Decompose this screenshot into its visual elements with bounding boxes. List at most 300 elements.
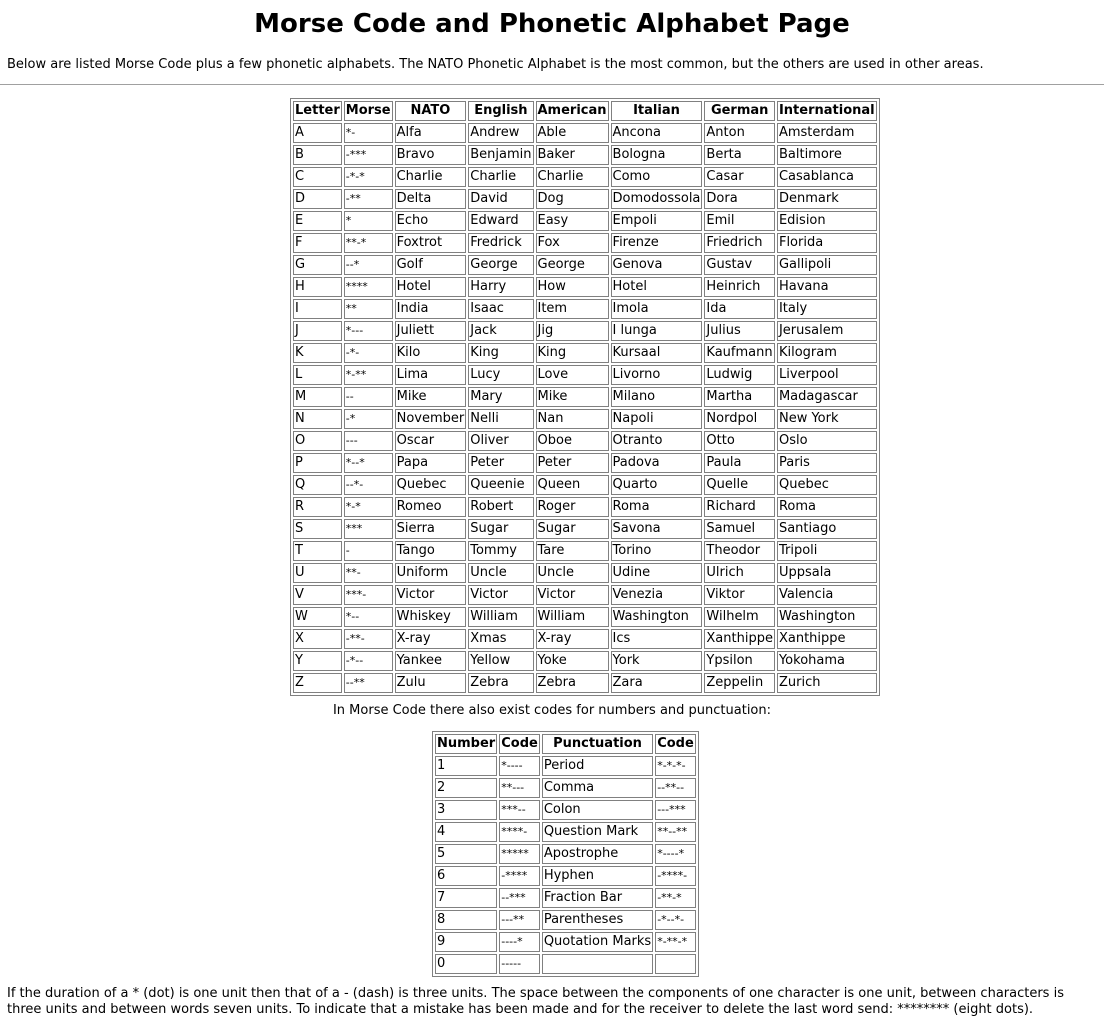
alphabet-cell: Sierra — [395, 519, 467, 539]
alphabet-cell: Livorno — [611, 365, 703, 385]
alphabet-cell: Z — [293, 673, 342, 693]
alphabet-cell: Echo — [395, 211, 467, 231]
numbers-header-cell: Code — [655, 734, 696, 754]
alphabet-cell: Imola — [611, 299, 703, 319]
alphabet-cell: Washington — [611, 607, 703, 627]
alphabet-cell: Isaac — [468, 299, 533, 319]
alphabet-cell: *--- — [344, 321, 393, 341]
numbers-cell: 3 — [435, 800, 497, 820]
numbers-cell: 5 — [435, 844, 497, 864]
table-row — [293, 365, 877, 385]
numbers-note: In Morse Code there also exist codes for numbers and punctuation: — [332, 703, 772, 718]
alphabet-cell: Anton — [704, 123, 775, 143]
alphabet-cell: Ida — [704, 299, 775, 319]
alphabet-cell: K — [293, 343, 342, 363]
alphabet-cell: Ics — [611, 629, 703, 649]
numbers-cell: Period — [542, 756, 653, 776]
alphabet-cell: *-** — [344, 365, 393, 385]
numbers-cell: **--** — [655, 822, 696, 842]
alphabet-cell: Zulu — [395, 673, 467, 693]
alphabet-cell: Como — [611, 167, 703, 187]
alphabet-cell: Roma — [611, 497, 703, 517]
alphabet-cell: Samuel — [704, 519, 775, 539]
alphabet-cell: -* — [344, 409, 393, 429]
numbers-cell: 0 — [435, 954, 497, 974]
alphabet-cell: Harry — [468, 277, 533, 297]
table-row — [293, 387, 877, 407]
alphabet-cell: Jerusalem — [777, 321, 877, 341]
alphabet-cell: N — [293, 409, 342, 429]
alphabet-cell: P — [293, 453, 342, 473]
numbers-cell: ---** — [499, 910, 540, 930]
alphabet-header-cell: Morse — [344, 101, 393, 121]
alphabet-cell: -*-* — [344, 167, 393, 187]
alphabet-cell: Zurich — [777, 673, 877, 693]
alphabet-cell: Andrew — [468, 123, 533, 143]
numbers-table-body — [435, 756, 696, 974]
alphabet-cell: -**- — [344, 629, 393, 649]
alphabet-cell: Tripoli — [777, 541, 877, 561]
table-row — [293, 673, 877, 693]
numbers-cell: 2 — [435, 778, 497, 798]
alphabet-cell: Lima — [395, 365, 467, 385]
numbers-cell: *-*-*- — [655, 756, 696, 776]
alphabet-cell: *-- — [344, 607, 393, 627]
alphabet-header-cell: Letter — [293, 101, 342, 121]
alphabet-cell: V — [293, 585, 342, 605]
alphabet-cell: Baker — [536, 145, 609, 165]
alphabet-cell: Hotel — [395, 277, 467, 297]
numbers-cell: ---*** — [655, 800, 696, 820]
alphabet-header-cell: American — [536, 101, 609, 121]
alphabet-cell: Victor — [468, 585, 533, 605]
alphabet-cell: X — [293, 629, 342, 649]
alphabet-cell: Oboe — [536, 431, 609, 451]
numbers-cell: --*** — [499, 888, 540, 908]
table-row — [293, 585, 877, 605]
alphabet-cell: -*-- — [344, 651, 393, 671]
alphabet-cell: Emil — [704, 211, 775, 231]
alphabet-cell: Bravo — [395, 145, 467, 165]
alphabet-cell: Item — [536, 299, 609, 319]
table-row — [435, 844, 696, 864]
numbers-cell: Comma — [542, 778, 653, 798]
alphabet-cell: Xanthippe — [704, 629, 775, 649]
numbers-cell: ****- — [499, 822, 540, 842]
alphabet-cell: -- — [344, 387, 393, 407]
alphabet-cell: Papa — [395, 453, 467, 473]
alphabet-cell: Ulrich — [704, 563, 775, 583]
numbers-cell: Question Mark — [542, 822, 653, 842]
table-row — [293, 321, 877, 341]
alphabet-cell: Florida — [777, 233, 877, 253]
alphabet-cell: Padova — [611, 453, 703, 473]
alphabet-cell: G — [293, 255, 342, 275]
table-row — [293, 497, 877, 517]
alphabet-cell: J — [293, 321, 342, 341]
table-row — [293, 211, 877, 231]
table-row — [293, 431, 877, 451]
alphabet-cell: **- — [344, 563, 393, 583]
alphabet-cell: B — [293, 145, 342, 165]
alphabet-cell: Peter — [468, 453, 533, 473]
numbers-header-row — [435, 734, 696, 754]
table-row — [435, 778, 696, 798]
alphabet-cell: Julius — [704, 321, 775, 341]
table-row — [293, 145, 877, 165]
numbers-header-cell: Code — [499, 734, 540, 754]
table-row — [293, 651, 877, 671]
numbers-cell — [542, 954, 653, 974]
alphabet-cell: Jack — [468, 321, 533, 341]
table-row — [435, 866, 696, 886]
alphabet-cell: David — [468, 189, 533, 209]
alphabet-cell: Kilo — [395, 343, 467, 363]
alphabet-cell: Sugar — [536, 519, 609, 539]
alphabet-cell: Tommy — [468, 541, 533, 561]
alphabet-cell: ** — [344, 299, 393, 319]
alphabet-header-cell: Italian — [611, 101, 703, 121]
alphabet-cell: Roma — [777, 497, 877, 517]
alphabet-cell: York — [611, 651, 703, 671]
alphabet-cell: Edision — [777, 211, 877, 231]
table-row — [293, 189, 877, 209]
alphabet-cell: A — [293, 123, 342, 143]
alphabet-cell: Venezia — [611, 585, 703, 605]
numbers-cell: Parentheses — [542, 910, 653, 930]
alphabet-cell: Nan — [536, 409, 609, 429]
alphabet-cell: Oscar — [395, 431, 467, 451]
alphabet-cell: Mike — [536, 387, 609, 407]
alphabet-cell: Q — [293, 475, 342, 495]
table-row — [293, 277, 877, 297]
alphabet-cell: *- — [344, 123, 393, 143]
alphabet-cell: Edward — [468, 211, 533, 231]
numbers-cell: *----* — [655, 844, 696, 864]
numbers-cell: 1 — [435, 756, 497, 776]
table-row — [293, 233, 877, 253]
alphabet-cell: William — [536, 607, 609, 627]
alphabet-cell: Milano — [611, 387, 703, 407]
alphabet-cell: Xanthippe — [777, 629, 877, 649]
table-row — [293, 475, 877, 495]
alphabet-header-cell: English — [468, 101, 533, 121]
table-row — [435, 954, 696, 974]
alphabet-cell: Casar — [704, 167, 775, 187]
numbers-cell: ----- — [499, 954, 540, 974]
numbers-cell: -*--*- — [655, 910, 696, 930]
alphabet-cell: Quarto — [611, 475, 703, 495]
alphabet-cell: Theodor — [704, 541, 775, 561]
alphabet-cell: Ludwig — [704, 365, 775, 385]
numbers-cell: -**** — [499, 866, 540, 886]
alphabet-cell: Quelle — [704, 475, 775, 495]
footer-text: If the duration of a * (dot) is one unit then that of a - (dash) is three units. The space between the components of one character is one unit, between characters is three units and between words seven units. To indicate that a mistake has been made and for the receiver to delete the last word send: ******** (eight dots). — [7, 986, 1064, 1017]
alphabet-cell: Charlie — [395, 167, 467, 187]
alphabet-cell: Napoli — [611, 409, 703, 429]
alphabet-cell: *-* — [344, 497, 393, 517]
alphabet-table-body — [293, 123, 877, 693]
alphabet-cell: Paris — [777, 453, 877, 473]
alphabet-cell: November — [395, 409, 467, 429]
table-row — [293, 453, 877, 473]
alphabet-cell: I lunga — [611, 321, 703, 341]
alphabet-cell: --** — [344, 673, 393, 693]
alphabet-cell: Udine — [611, 563, 703, 583]
alphabet-cell: Ypsilon — [704, 651, 775, 671]
alphabet-cell: H — [293, 277, 342, 297]
alphabet-header-row — [293, 101, 877, 121]
alphabet-cell: Nelli — [468, 409, 533, 429]
alphabet-cell: Savona — [611, 519, 703, 539]
alphabet-cell: Tango — [395, 541, 467, 561]
alphabet-cell: Golf — [395, 255, 467, 275]
alphabet-cell: Denmark — [777, 189, 877, 209]
alphabet-cell: ***- — [344, 585, 393, 605]
table-row — [293, 607, 877, 627]
alphabet-cell: Charlie — [536, 167, 609, 187]
alphabet-cell: -*** — [344, 145, 393, 165]
table-row — [293, 541, 877, 561]
alphabet-cell: Dora — [704, 189, 775, 209]
numbers-cell: --**-- — [655, 778, 696, 798]
alphabet-cell: Able — [536, 123, 609, 143]
alphabet-cell: Friedrich — [704, 233, 775, 253]
alphabet-cell: Lucy — [468, 365, 533, 385]
alphabet-cell: --* — [344, 255, 393, 275]
alphabet-cell: *--* — [344, 453, 393, 473]
intro-text: Below are listed Morse Code plus a few phonetic alphabets. The NATO Phonetic Alphabet is the most common, but the others are used in other areas. — [7, 57, 984, 72]
alphabet-cell: Quebec — [777, 475, 877, 495]
alphabet-cell: Uncle — [536, 563, 609, 583]
numbers-cell: Apostrophe — [542, 844, 653, 864]
table-row — [293, 563, 877, 583]
alphabet-cell: Fredrick — [468, 233, 533, 253]
table-row — [293, 123, 877, 143]
alphabet-cell: --*- — [344, 475, 393, 495]
numbers-cell: Colon — [542, 800, 653, 820]
alphabet-header-cell: NATO — [395, 101, 467, 121]
phonetic-alphabet-table — [290, 98, 880, 696]
table-row — [435, 910, 696, 930]
alphabet-cell: U — [293, 563, 342, 583]
alphabet-cell: Martha — [704, 387, 775, 407]
alphabet-cell: New York — [777, 409, 877, 429]
alphabet-cell: Genova — [611, 255, 703, 275]
alphabet-cell: William — [468, 607, 533, 627]
alphabet-cell: Uncle — [468, 563, 533, 583]
alphabet-cell: Firenze — [611, 233, 703, 253]
table-row — [293, 255, 877, 275]
alphabet-cell: Otto — [704, 431, 775, 451]
alphabet-cell: Roger — [536, 497, 609, 517]
numbers-cell: 9 — [435, 932, 497, 952]
alphabet-header-cell: International — [777, 101, 877, 121]
numbers-cell: ***** — [499, 844, 540, 864]
alphabet-cell: King — [468, 343, 533, 363]
alphabet-cell: Romeo — [395, 497, 467, 517]
alphabet-cell: Victor — [395, 585, 467, 605]
alphabet-cell: S — [293, 519, 342, 539]
alphabet-cell: Tare — [536, 541, 609, 561]
alphabet-cell: Mary — [468, 387, 533, 407]
alphabet-cell: Berta — [704, 145, 775, 165]
alphabet-cell: How — [536, 277, 609, 297]
alphabet-cell: Gustav — [704, 255, 775, 275]
alphabet-cell: --- — [344, 431, 393, 451]
alphabet-cell: Fox — [536, 233, 609, 253]
table-row — [435, 888, 696, 908]
table-row — [293, 629, 877, 649]
alphabet-cell: Torino — [611, 541, 703, 561]
alphabet-cell: Xmas — [468, 629, 533, 649]
alphabet-cell: C — [293, 167, 342, 187]
alphabet-cell: Oliver — [468, 431, 533, 451]
table-row — [435, 800, 696, 820]
alphabet-cell: Zara — [611, 673, 703, 693]
numbers-cell: ***-- — [499, 800, 540, 820]
alphabet-cell: O — [293, 431, 342, 451]
alphabet-cell: Victor — [536, 585, 609, 605]
table-row — [435, 756, 696, 776]
page-title: Morse Code and Phonetic Alphabet Page — [254, 9, 850, 39]
alphabet-cell: Baltimore — [777, 145, 877, 165]
alphabet-cell: Bologna — [611, 145, 703, 165]
alphabet-cell: Italy — [777, 299, 877, 319]
alphabet-cell: Liverpool — [777, 365, 877, 385]
alphabet-cell: R — [293, 497, 342, 517]
alphabet-cell: Yankee — [395, 651, 467, 671]
alphabet-cell: Uppsala — [777, 563, 877, 583]
alphabet-cell: Otranto — [611, 431, 703, 451]
alphabet-cell: Domodossola — [611, 189, 703, 209]
alphabet-cell: Uniform — [395, 563, 467, 583]
alphabet-cell: L — [293, 365, 342, 385]
numbers-cell: Hyphen — [542, 866, 653, 886]
alphabet-cell: George — [536, 255, 609, 275]
numbers-cell — [655, 954, 696, 974]
divider — [0, 84, 1104, 85]
alphabet-cell: Santiago — [777, 519, 877, 539]
alphabet-cell: Havana — [777, 277, 877, 297]
numbers-cell: Fraction Bar — [542, 888, 653, 908]
alphabet-cell: Zebra — [468, 673, 533, 693]
alphabet-cell: Peter — [536, 453, 609, 473]
alphabet-cell: F — [293, 233, 342, 253]
numbers-cell: ----* — [499, 932, 540, 952]
alphabet-cell: Kilogram — [777, 343, 877, 363]
alphabet-cell: Mike — [395, 387, 467, 407]
alphabet-cell: -*- — [344, 343, 393, 363]
numbers-cell: -**-* — [655, 888, 696, 908]
alphabet-cell: E — [293, 211, 342, 231]
numbers-punctuation-table — [432, 731, 699, 977]
alphabet-cell: Benjamin — [468, 145, 533, 165]
alphabet-cell: Queenie — [468, 475, 533, 495]
alphabet-cell: Richard — [704, 497, 775, 517]
alphabet-cell: Quebec — [395, 475, 467, 495]
alphabet-cell: I — [293, 299, 342, 319]
alphabet-cell: Wilhelm — [704, 607, 775, 627]
alphabet-cell: Gallipoli — [777, 255, 877, 275]
table-row — [293, 519, 877, 539]
alphabet-cell: Nordpol — [704, 409, 775, 429]
alphabet-cell: India — [395, 299, 467, 319]
alphabet-cell: Empoli — [611, 211, 703, 231]
alphabet-cell: George — [468, 255, 533, 275]
numbers-cell: 6 — [435, 866, 497, 886]
numbers-header-cell: Punctuation — [542, 734, 653, 754]
alphabet-cell: T — [293, 541, 342, 561]
numbers-cell: Quotation Marks — [542, 932, 653, 952]
alphabet-cell: W — [293, 607, 342, 627]
alphabet-cell: -** — [344, 189, 393, 209]
numbers-cell: 8 — [435, 910, 497, 930]
alphabet-cell: **** — [344, 277, 393, 297]
alphabet-cell: Amsterdam — [777, 123, 877, 143]
alphabet-cell: Delta — [395, 189, 467, 209]
alphabet-cell: Sugar — [468, 519, 533, 539]
alphabet-cell: Washington — [777, 607, 877, 627]
alphabet-header-cell: German — [704, 101, 775, 121]
alphabet-cell: Whiskey — [395, 607, 467, 627]
alphabet-cell: Heinrich — [704, 277, 775, 297]
alphabet-cell: X-ray — [536, 629, 609, 649]
alphabet-cell: Yellow — [468, 651, 533, 671]
alphabet-cell: Zeppelin — [704, 673, 775, 693]
alphabet-cell: Y — [293, 651, 342, 671]
alphabet-cell: Madagascar — [777, 387, 877, 407]
alphabet-cell: **-* — [344, 233, 393, 253]
alphabet-cell: Easy — [536, 211, 609, 231]
alphabet-cell: *** — [344, 519, 393, 539]
alphabet-cell: Love — [536, 365, 609, 385]
numbers-cell: **--- — [499, 778, 540, 798]
numbers-cell: -****- — [655, 866, 696, 886]
alphabet-cell: Dog — [536, 189, 609, 209]
numbers-cell: *---- — [499, 756, 540, 776]
alphabet-cell: Hotel — [611, 277, 703, 297]
alphabet-cell: D — [293, 189, 342, 209]
alphabet-cell: M — [293, 387, 342, 407]
alphabet-cell: X-ray — [395, 629, 467, 649]
alphabet-cell: Kursaal — [611, 343, 703, 363]
alphabet-cell: Charlie — [468, 167, 533, 187]
alphabet-cell: Oslo — [777, 431, 877, 451]
alphabet-cell: Valencia — [777, 585, 877, 605]
alphabet-cell: King — [536, 343, 609, 363]
alphabet-cell: Ancona — [611, 123, 703, 143]
alphabet-cell: Juliett — [395, 321, 467, 341]
table-row — [293, 409, 877, 429]
alphabet-cell: Robert — [468, 497, 533, 517]
table-row — [293, 167, 877, 187]
alphabet-cell: Yokohama — [777, 651, 877, 671]
numbers-cell: 7 — [435, 888, 497, 908]
table-row — [293, 343, 877, 363]
alphabet-cell: Zebra — [536, 673, 609, 693]
table-row — [293, 299, 877, 319]
numbers-cell: *-**-* — [655, 932, 696, 952]
alphabet-cell: * — [344, 211, 393, 231]
alphabet-cell: Yoke — [536, 651, 609, 671]
alphabet-cell: Paula — [704, 453, 775, 473]
alphabet-cell: Alfa — [395, 123, 467, 143]
alphabet-cell: Viktor — [704, 585, 775, 605]
alphabet-cell: Foxtrot — [395, 233, 467, 253]
alphabet-cell: Casablanca — [777, 167, 877, 187]
numbers-header-cell: Number — [435, 734, 497, 754]
